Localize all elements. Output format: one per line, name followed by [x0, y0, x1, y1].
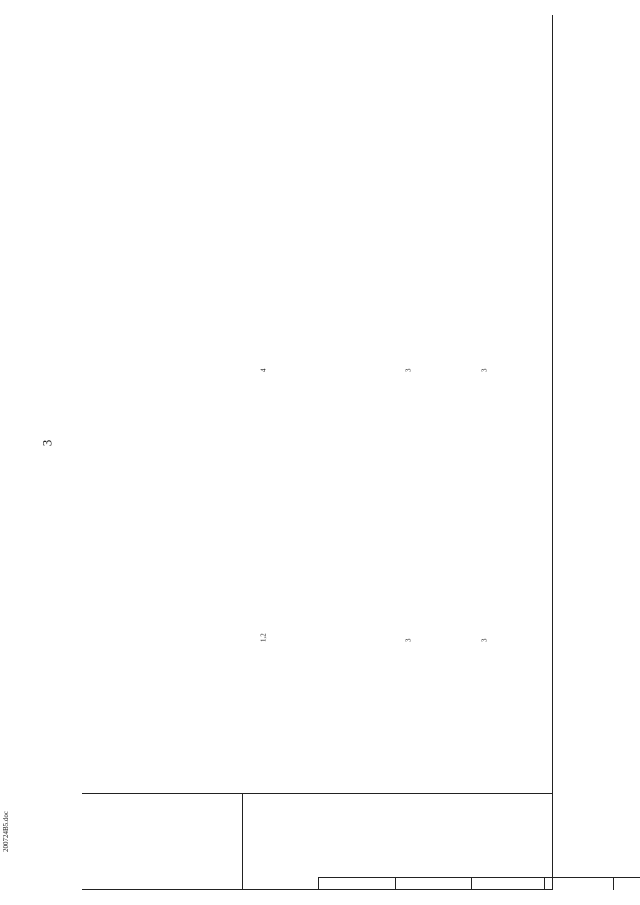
row-value — [404, 368, 420, 373]
footnote-mark: 3 — [480, 368, 489, 372]
row-total — [259, 633, 275, 642]
column-rule — [613, 878, 614, 890]
column-rule — [318, 878, 319, 890]
footnote-mark: 3 — [404, 638, 413, 642]
footnote-mark: 3 — [480, 638, 489, 642]
column-rule — [242, 794, 243, 890]
footnote-mark: 4 — [259, 368, 268, 372]
page-number: 3 — [39, 439, 55, 447]
table-rule-top — [552, 15, 553, 890]
table-rule-header-sep — [82, 793, 552, 794]
row-value — [404, 638, 420, 643]
column-rule — [544, 878, 545, 890]
column-rule — [395, 878, 396, 890]
including-rule — [318, 877, 640, 878]
column-rule — [471, 878, 472, 890]
footnote-mark: 1,2 — [259, 633, 268, 642]
row-total — [259, 368, 275, 373]
footnote-mark: 3 — [404, 368, 413, 372]
budget-table — [82, 15, 572, 890]
row-value — [480, 638, 496, 643]
table-rule-header — [82, 889, 552, 890]
row-value — [480, 368, 496, 373]
footer-file-code: 200724В5.doc — [2, 810, 10, 852]
